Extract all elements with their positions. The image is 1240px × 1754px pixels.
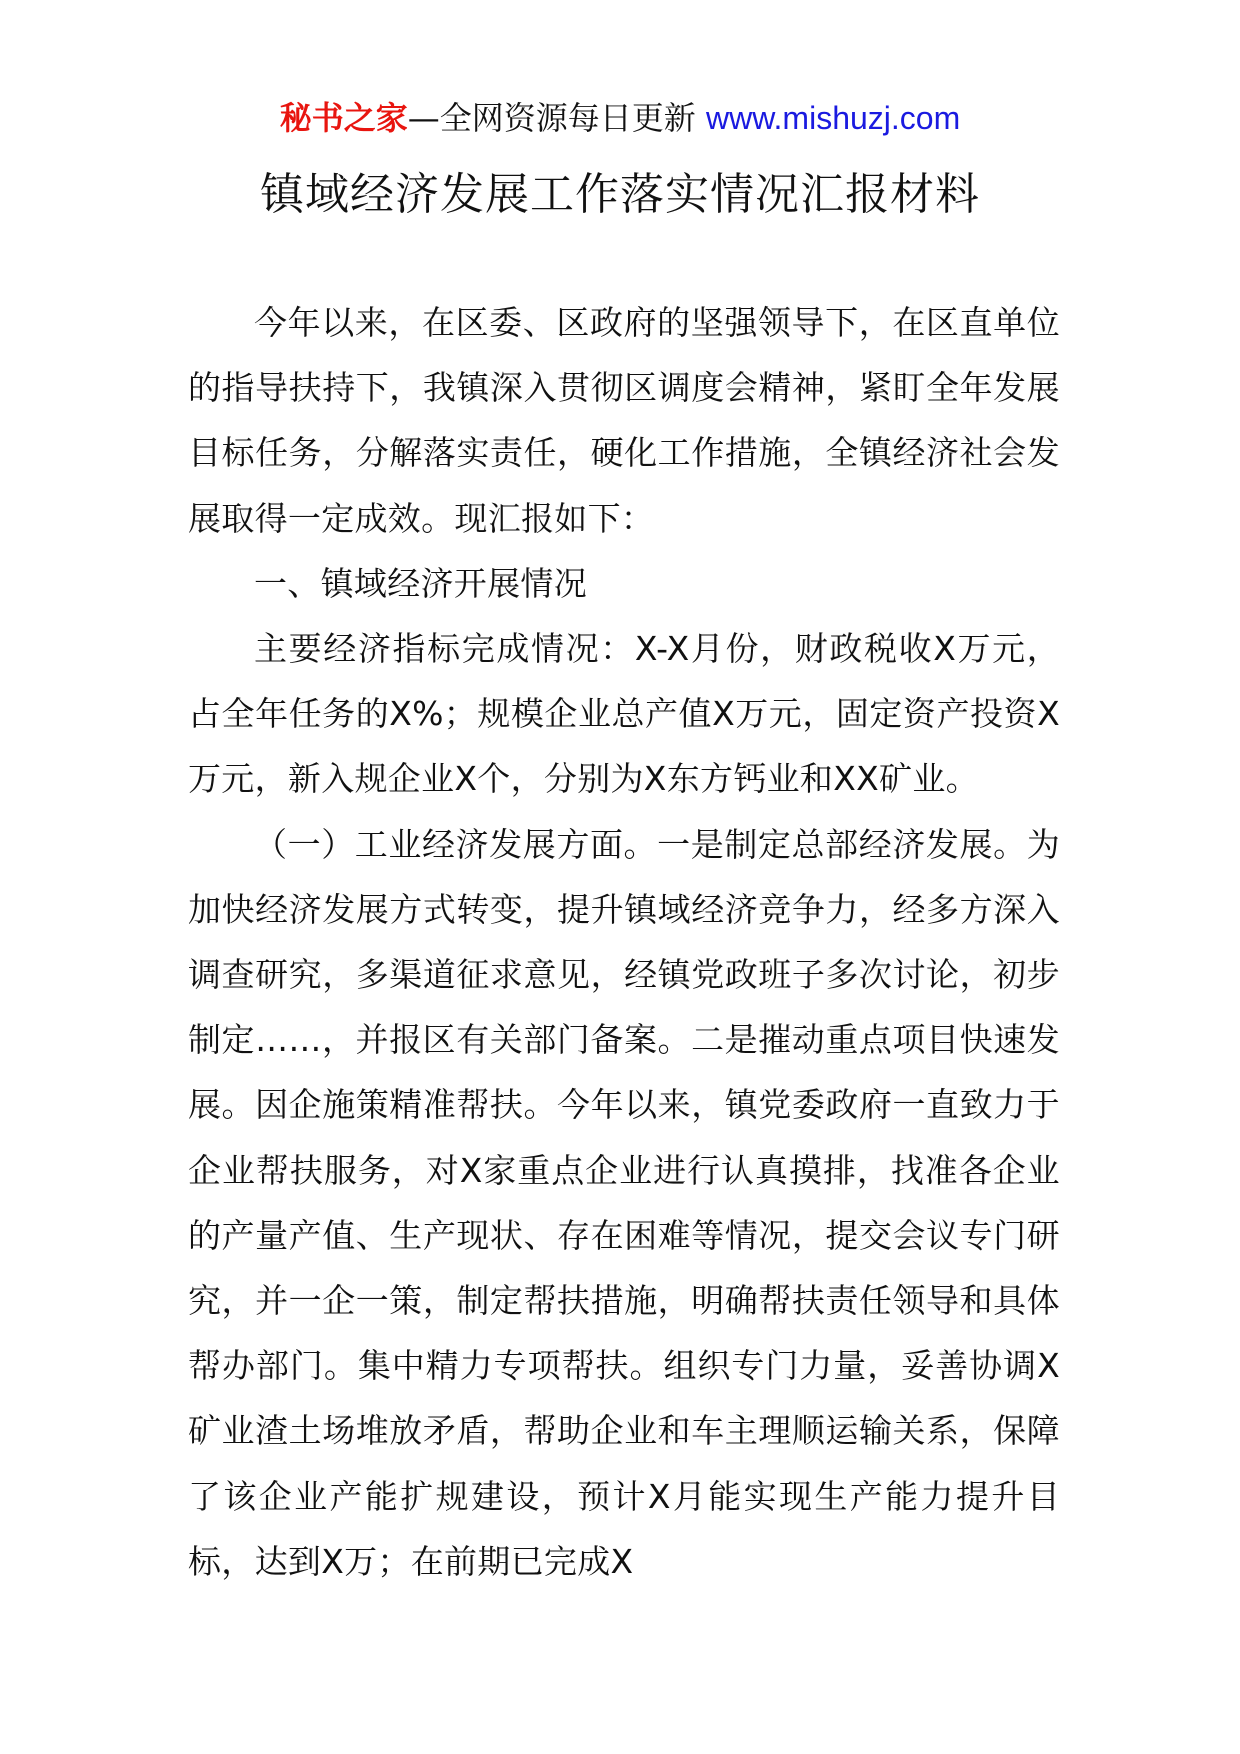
intro-paragraph: 今年以来，在区委、区政府的坚强领导下，在区直单位的指导扶持下，我镇深入贯彻区调度会精神，紧盯全年发展目标任务，分解落实责任，硬化工作措施，全镇经济社会发展取得一定成效。现汇报如下： [188, 303, 1060, 538]
watermark-header [0, 98, 1240, 138]
section-heading: 一、镇域经济开展情况 [254, 563, 587, 603]
header-slogan: —全网资源每日更新 [407, 99, 706, 137]
document-title: 镇域经济发展工作落实情况汇报材料 [260, 169, 980, 220]
industry-paragraph: （一）工业经济发展方面。一是制定总部经济发展。为加快经济发展方式转变，提升镇域经济竞争力，经多方深入调查研究，多渠道征求意见，经镇党政班子多次讨论，初步制定……，并报区有关部门备案。二是摧动重点项目快速发展。因企施策精准帮扶。今年以来，镇党委政府一直致力于企业帮扶服务，对X家重点企业进行认真摸排，找准各企业的产量产值、生产现状、存在困难等情况，提交会议专门研究，并一企一策，制定帮扶措施，明确帮扶责任领导和具体帮办部门。集中精力专项帮扶。组织专门力量，妥善协调X矿业渣土场堆放矛盾，帮助企业和车主理顺运输关系，保障了该企业产能扩规建设，预计X月能实现生产能力提升目标，达到X万；在前期已完成X [188, 824, 1060, 1581]
website-link[interactable]: www.mishuzj.com [705, 100, 961, 136]
indicators-paragraph: 主要经济指标完成情况：X-X月份，财政税收X万元，占全年任务的X%；规模企业总产值X万元，固定资产投资X万元，新入规企业X个，分别为X东方钙业和XX矿业。 [188, 629, 1060, 799]
document-body [188, 290, 1060, 1594]
brand-name: 秘书之家 [279, 99, 408, 137]
